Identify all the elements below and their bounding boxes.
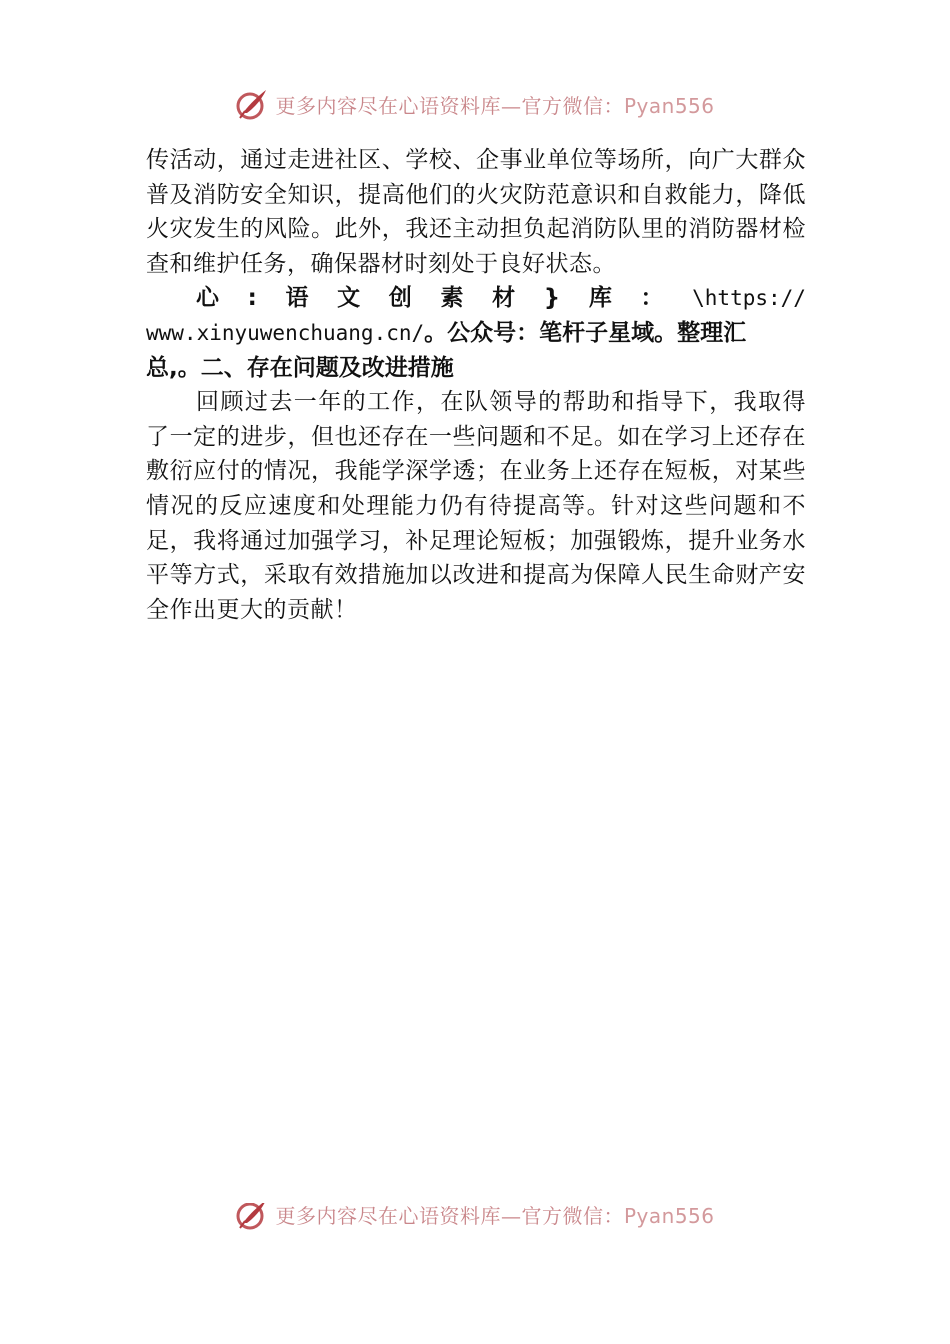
watermark-text: 更多内容尽在心语资料库—官方微信：Pyan556 [275, 1203, 715, 1228]
watermark-wechat-id: Pyan556 [623, 93, 715, 118]
promo-link-prefix: \https:// [692, 286, 806, 311]
watermark-text: 更多内容尽在心语资料库—官方微信：Pyan556 [275, 93, 715, 118]
promo-url[interactable]: www.xinyuwenchuang.cn/ [146, 320, 425, 345]
paragraph-2: 回顾过去一年的工作，在队领导的帮助和指导下，我取得了一定的进步，但也还存在一些问题和不足。如在学习上还存在敷衍应付的情况，我能学深学透；在业务上还存在短板，对某些情况的反应速度和处理能力仍有待提高等。针对这些问题和不足，我将通过加强学习，补足理论短板；加强锻炼，提升业务水平等方式，采取有效措施加以改进和提高为保障人民生命财产安全作出更大的贡献！ [146, 389, 806, 623]
header-watermark [0, 84, 950, 124]
section-2-heading: 总,。二、存在问题及改进措施 [146, 354, 454, 381]
quill-logo-icon [235, 1203, 269, 1231]
promo-line-2: www.xinyuwenchuang.cn/。公众号：笔杆子星域。整理汇 [146, 319, 747, 346]
document-body [146, 143, 806, 627]
quill-logo-icon [235, 87, 269, 121]
watermark-wechat-id: Pyan556 [623, 1203, 715, 1228]
footer-watermark [0, 1203, 950, 1237]
paragraph-1: 传活动，通过走进社区、学校、企事业单位等场所，向广大群众普及消防安全知识，提高他们的火灾防范意识和自救能力，降低火灾发生的风险。此外，我还主动担负起消防队里的消防器材检查和维护任务，确保器材时刻处于良好状态。 [146, 147, 806, 277]
promo-spread-line: 心 : 语 文 创 素 材 } 库 ： \https:// [146, 281, 806, 316]
